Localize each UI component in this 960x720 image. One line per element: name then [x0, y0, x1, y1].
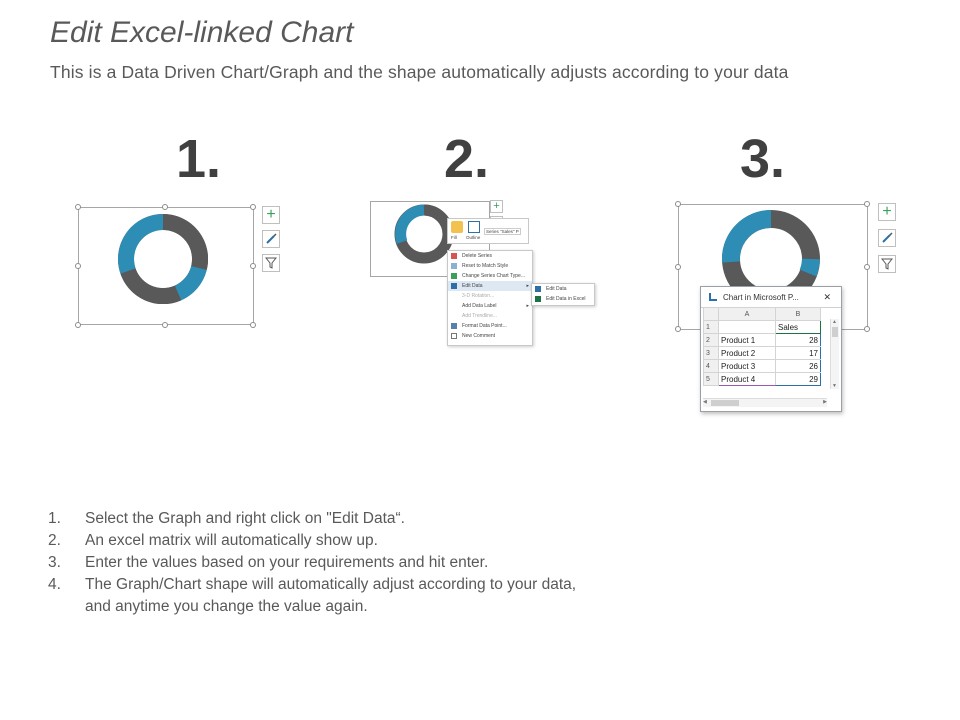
- page-title: Edit Excel-linked Chart: [50, 16, 354, 49]
- filter-icon: [881, 258, 893, 270]
- excel-window-title: Chart in Microsoft P...: [723, 292, 799, 302]
- row-header[interactable]: 1: [704, 321, 719, 334]
- table-icon: [451, 283, 457, 289]
- outline-icon[interactable]: [468, 221, 480, 233]
- list-item: 4. The Graph/Chart shape will automatically adjust according to your data,: [48, 576, 577, 593]
- brush-icon: [265, 233, 277, 245]
- cell[interactable]: Product 3: [719, 360, 776, 373]
- edit-data-submenu: [531, 283, 595, 306]
- cell[interactable]: Product 2: [719, 347, 776, 360]
- menu-item-new-comment[interactable]: New Comment: [448, 331, 532, 341]
- filter-icon: [265, 257, 277, 269]
- menu-item-3d-rotation[interactable]: 3-D Rotation...: [462, 293, 495, 299]
- excel-data-window: [700, 286, 842, 412]
- delete-icon: [451, 253, 457, 259]
- scroll-down-icon[interactable]: ▼: [832, 383, 837, 389]
- chart-type-icon: [451, 273, 457, 279]
- cell[interactable]: Product 1: [719, 334, 776, 347]
- brush-icon: [881, 232, 893, 244]
- menu-item-format-data-point[interactable]: Format Data Point...: [448, 321, 532, 331]
- grid-corner: [704, 308, 719, 321]
- cell[interactable]: Product 4: [719, 373, 776, 386]
- list-item: 1. Select the Graph and right click on "Edit Data“.: [48, 510, 405, 527]
- scroll-left-icon[interactable]: ◀: [703, 399, 707, 405]
- cell[interactable]: [719, 321, 776, 334]
- close-icon[interactable]: ✕: [823, 291, 831, 302]
- chart-filters-button-1[interactable]: [262, 254, 280, 272]
- list-item: 3. Enter the values based on your requirements and hit enter.: [48, 554, 489, 571]
- page-subtitle: This is a Data Driven Chart/Graph and the shape automatically adjusts according to your data: [50, 62, 789, 82]
- scroll-thumb[interactable]: [711, 400, 739, 406]
- column-header-a[interactable]: A: [719, 308, 776, 321]
- column-header-b[interactable]: B: [776, 308, 821, 321]
- donut-chart-1[interactable]: [118, 214, 208, 304]
- table-row: [704, 360, 821, 373]
- vertical-scrollbar[interactable]: [830, 319, 839, 389]
- menu-item-reset-style[interactable]: Reset to Match Style: [448, 261, 532, 271]
- format-icon: [451, 323, 457, 329]
- table-row: [704, 373, 821, 386]
- scroll-right-icon[interactable]: ▶: [823, 399, 827, 405]
- list-item: and anytime you change the value again.: [85, 598, 368, 615]
- submenu-edit-data-excel[interactable]: Edit Data in Excel: [532, 294, 594, 304]
- chart-styles-button-3[interactable]: [878, 229, 896, 247]
- submenu-edit-data[interactable]: Edit Data: [532, 284, 594, 294]
- menu-item-delete-series[interactable]: Delete Series: [448, 251, 532, 261]
- cell[interactable]: 29: [776, 373, 821, 386]
- cell[interactable]: 28: [776, 334, 821, 347]
- row-header[interactable]: 4: [704, 360, 719, 373]
- table-row: [704, 334, 821, 347]
- scroll-up-icon[interactable]: ▲: [832, 319, 837, 325]
- step-number-2: 2.: [444, 129, 490, 189]
- table-row: [704, 347, 821, 360]
- plus-icon: +: [882, 203, 892, 220]
- step-number-3: 3.: [740, 129, 786, 189]
- chart-icon: [709, 293, 717, 301]
- list-item: 2. An excel matrix will automatically show up.: [48, 532, 378, 549]
- excel-grid: [703, 307, 821, 386]
- menu-item-change-chart-type[interactable]: Change Series Chart Type...: [448, 271, 532, 281]
- donut-chart-2[interactable]: [394, 204, 454, 264]
- table-icon: [535, 286, 541, 292]
- instructions-list: [48, 508, 576, 618]
- menu-item-add-trendline[interactable]: Add Trendline...: [462, 313, 498, 319]
- plus-icon: +: [266, 206, 276, 223]
- fill-label: Fill: [451, 235, 457, 240]
- chart-elements-button-1[interactable]: [262, 206, 280, 224]
- chart-elements-button-3[interactable]: [878, 203, 896, 221]
- menu-item-edit-data[interactable]: Edit Data ▸: [448, 281, 532, 291]
- step-number-1: 1.: [176, 129, 222, 189]
- horizontal-scrollbar[interactable]: [703, 398, 827, 407]
- row-header[interactable]: 3: [704, 347, 719, 360]
- chevron-right-icon: ▸: [526, 283, 529, 289]
- fill-icon[interactable]: [451, 221, 463, 233]
- excel-icon: [535, 296, 541, 302]
- table-row: [704, 321, 821, 334]
- chart-filters-button-3[interactable]: [878, 255, 896, 273]
- reset-icon: [451, 263, 457, 269]
- cell[interactable]: 17: [776, 347, 821, 360]
- chart-elements-button-2[interactable]: [490, 200, 503, 213]
- scroll-thumb[interactable]: [832, 327, 838, 337]
- comment-icon: [451, 333, 457, 339]
- menu-item-add-data-label[interactable]: Add Data Label ▸: [462, 303, 529, 309]
- context-menu: [447, 250, 533, 346]
- cell[interactable]: 26: [776, 360, 821, 373]
- plus-icon: +: [493, 200, 500, 212]
- row-header[interactable]: 2: [704, 334, 719, 347]
- outline-label: Outline: [466, 235, 481, 240]
- excel-title-bar: [701, 287, 841, 308]
- chart-styles-button-1[interactable]: [262, 230, 280, 248]
- cell[interactable]: Sales: [776, 321, 821, 334]
- mini-toolbar: [447, 218, 529, 244]
- row-header[interactable]: 5: [704, 373, 719, 386]
- series-dropdown[interactable]: Series "Sales" P: [486, 229, 519, 234]
- chevron-right-icon: ▸: [526, 303, 529, 309]
